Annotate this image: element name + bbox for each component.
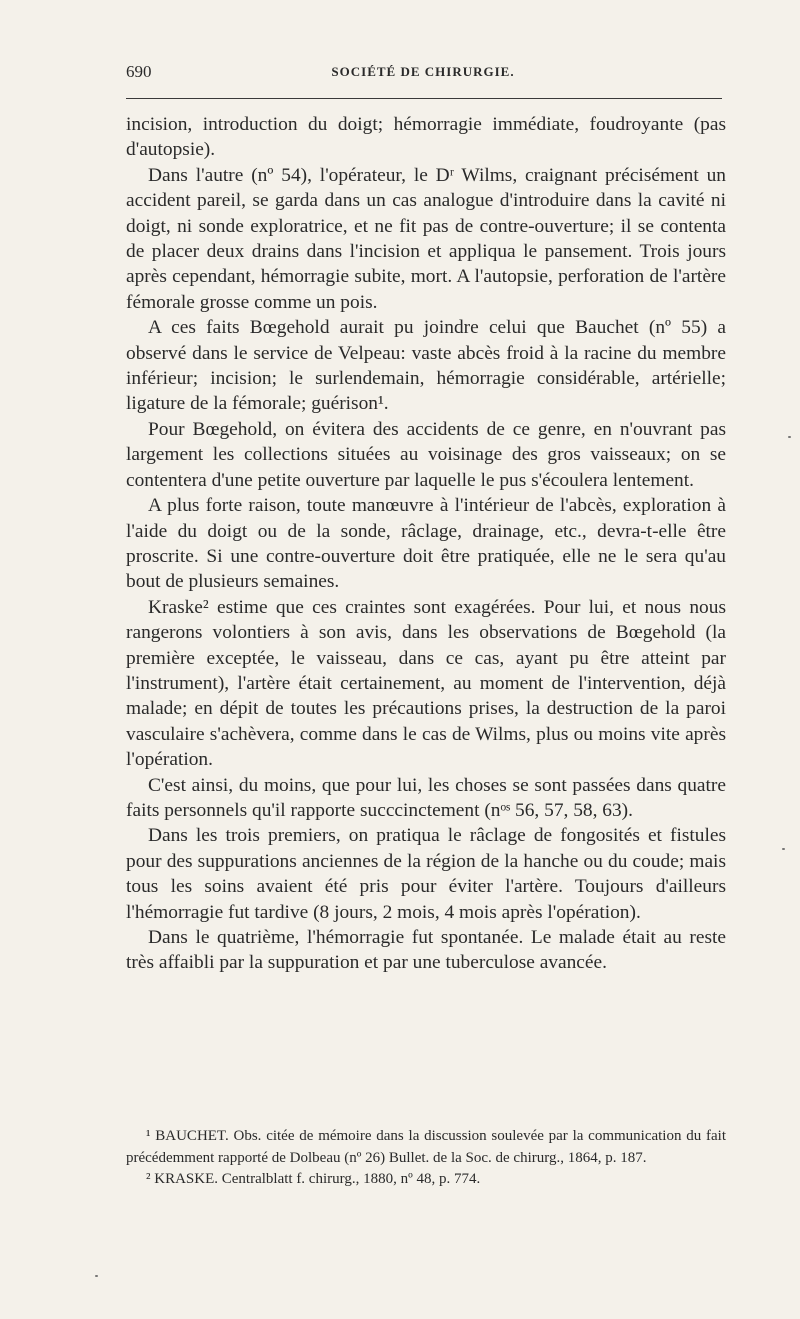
paragraph: Dans l'autre (nº 54), l'opérateur, le Dʳ Wilms, craignant précisément un accident pareil, se garda dans un cas analogue d'introduire dans la cavité ni doigt, ni sonde exploratrice, et ne fit pas de contre-ouverture; il se contenta de placer deux drains dans l'incision et appliqua le pansement. Trois jours après cependant, hémorragie subite, mort. A l'autopsie, perforation de l'artère fémorale grosse comme un pois.: [126, 164, 726, 313]
header-rule: [126, 98, 722, 99]
paragraph: Dans les trois premiers, on pratiqua le râclage de fongosités et fistules pour des suppurations anciennes de la région de la hanche ou du coude; mais tous les soins avaient été pris pour éviter l'artère. Toujours d'ailleurs l'hémorragie fut tardive (8 jours, 2 mois, 4 mois après l'opération).: [126, 825, 726, 923]
running-head: SOCIÉTÉ DE CHIRURGIE.: [331, 64, 515, 79]
paragraph: Dans le quatrième, l'hémorragie fut spontanée. Le malade était au reste très affaibli par la suppuration et par une tuberculose avancée.: [126, 927, 726, 974]
paragraph: C'est ainsi, du moins, que pour lui, les choses se sont passées dans quatre faits personnels qu'il rapporte succcinctement (nᵒˢ 56, 57, 58, 63).: [126, 774, 726, 821]
page-header: [126, 62, 720, 86]
body-text: [126, 112, 726, 976]
margin-speck: [782, 848, 785, 850]
paragraph: A plus forte raison, toute manœuvre à l'intérieur de l'abcès, exploration à l'aide du doigt ou de la sonde, râclage, drainage, etc., devra-t-elle être proscrite. Si une contre-ouverture doit être pratiquée, elle ne le sera qu'au bout de plusieurs semaines.: [126, 495, 726, 593]
paragraph: incision, introduction du doigt; hémorragie immédiate, foudroyante (pas d'autopsie).: [126, 114, 726, 161]
margin-speck: [95, 1275, 98, 1277]
paragraph: Pour Bœgehold, on évitera des accidents de ce genre, en n'ouvrant pas largement les collections situées au voisinage des gros vaisseaux; on se contentera d'une petite ouverture par laquelle le pus s'écoulera lentement.: [126, 418, 726, 491]
footnote: ¹ BAUCHET. Obs. citée de mémoire dans la discussion soulevée par la communication du fait précédemment rapporté de Dolbeau (nº 26) Bullet. de la Soc. de chirurg., 1864, p. 187.: [126, 1128, 726, 1166]
footnotes: [126, 1126, 726, 1191]
footnote: ² KRASKE. Centralblatt f. chirurg., 1880, nº 48, p. 774.: [146, 1171, 481, 1187]
paragraph: A ces faits Bœgehold aurait pu joindre celui que Bauchet (nº 55) a observé dans le service de Velpeau: vaste abcès froid à la racine du membre inférieur; incision; le surlendemain, hémorragie considérable, artérielle; ligature de la fémorale; guérison¹.: [126, 317, 726, 415]
paragraph: Kraske² estime que ces craintes sont exagérées. Pour lui, et nous nous rangerons volontiers à son avis, dans les observations de Bœgehold (la première exceptée, le vaisseau, dans ce cas, ayant pu être atteint par l'instrument), l'artère était certainement, au moment de l'intervention, déjà malade; en dépit de toutes les précautions prises, la destruction de la paroi vasculaire s'achèvera, comme dans le cas de Wilms, plus ou moins vite après l'opération.: [126, 596, 726, 771]
margin-speck: [788, 436, 791, 438]
page-number: 690: [126, 62, 152, 81]
